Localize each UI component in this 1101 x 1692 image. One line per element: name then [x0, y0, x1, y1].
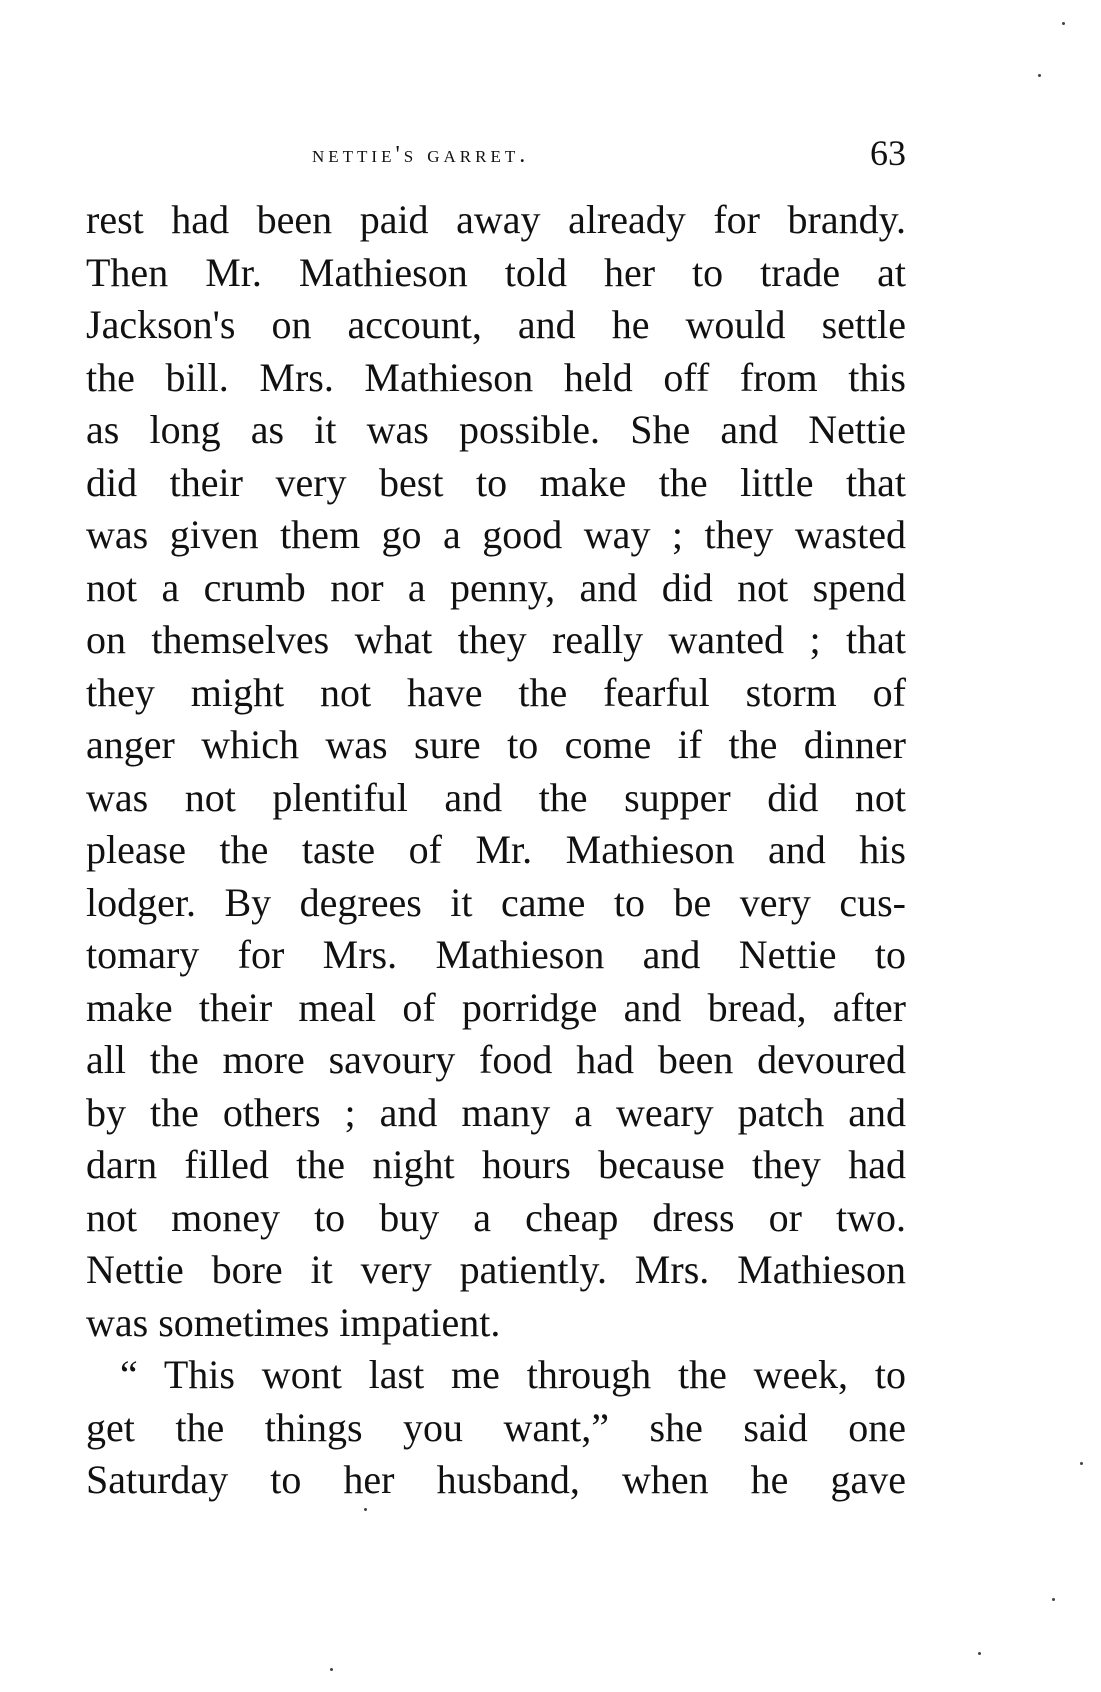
- text-line: by the others ; and many a weary patch and: [86, 1089, 906, 1135]
- text-line: was not plentiful and the supper did not: [86, 774, 906, 820]
- paper-speck: [364, 1508, 367, 1511]
- text-line: darn filled the night hours because they had: [86, 1142, 906, 1187]
- paper-speck: [330, 1668, 333, 1671]
- text-line: Saturday to her husband, when he gave: [86, 1457, 906, 1502]
- text-line: anger which was sure to come if the dinner: [86, 722, 906, 767]
- text-line: tomary for Mrs. Mathieson and Nettie to: [86, 932, 906, 977]
- text-line: they might not have the fearful storm of: [86, 669, 906, 715]
- paragraph-1: [86, 194, 906, 1349]
- text-line: as long as it was possible. She and Nettie: [86, 407, 906, 452]
- running-title: nettie's garret.: [312, 142, 530, 168]
- paper-speck: [978, 1652, 981, 1655]
- text-line: make their meal of porridge and bread, after: [86, 984, 906, 1030]
- text-line: was given them go a good way ; they wasted: [86, 512, 906, 557]
- paper-speck: [1038, 74, 1041, 77]
- text-line: not money to buy a cheap dress or two.: [86, 1194, 906, 1240]
- text-line: rest had been paid away already for brandy.: [86, 197, 906, 242]
- paper-speck: [1062, 22, 1065, 25]
- text-line: on themselves what they really wanted ; that: [86, 617, 906, 662]
- text-line: did their very best to make the little that: [86, 459, 906, 505]
- body-text: [86, 194, 906, 1507]
- running-head: [86, 132, 906, 182]
- text-line: please the taste of Mr. Mathieson and his: [86, 827, 906, 872]
- paper-speck: [1080, 1462, 1083, 1465]
- text-line: the bill. Mrs. Mathieson held off from this: [86, 354, 906, 400]
- paragraph-2: [86, 1349, 906, 1507]
- text-line: Jackson's on account, and he would settle: [86, 302, 906, 347]
- text-line: Then Mr. Mathieson told her to trade at: [86, 249, 906, 295]
- page-number: 63: [870, 133, 906, 173]
- text-line: all the more savoury food had been devoured: [86, 1037, 906, 1082]
- text-line: get the things you want,” she said one: [86, 1404, 906, 1450]
- text-line: lodger. By degrees it came to be very cus-: [86, 879, 906, 925]
- paper-speck: [1052, 1598, 1055, 1601]
- text-line: not a crumb nor a penny, and did not spend: [86, 564, 906, 610]
- text-line: was sometimes impatient.: [86, 1299, 501, 1345]
- text-line: Nettie bore it very patiently. Mrs. Mathieson: [86, 1247, 906, 1292]
- text-line: “ This wont last me through the week, to: [120, 1352, 906, 1397]
